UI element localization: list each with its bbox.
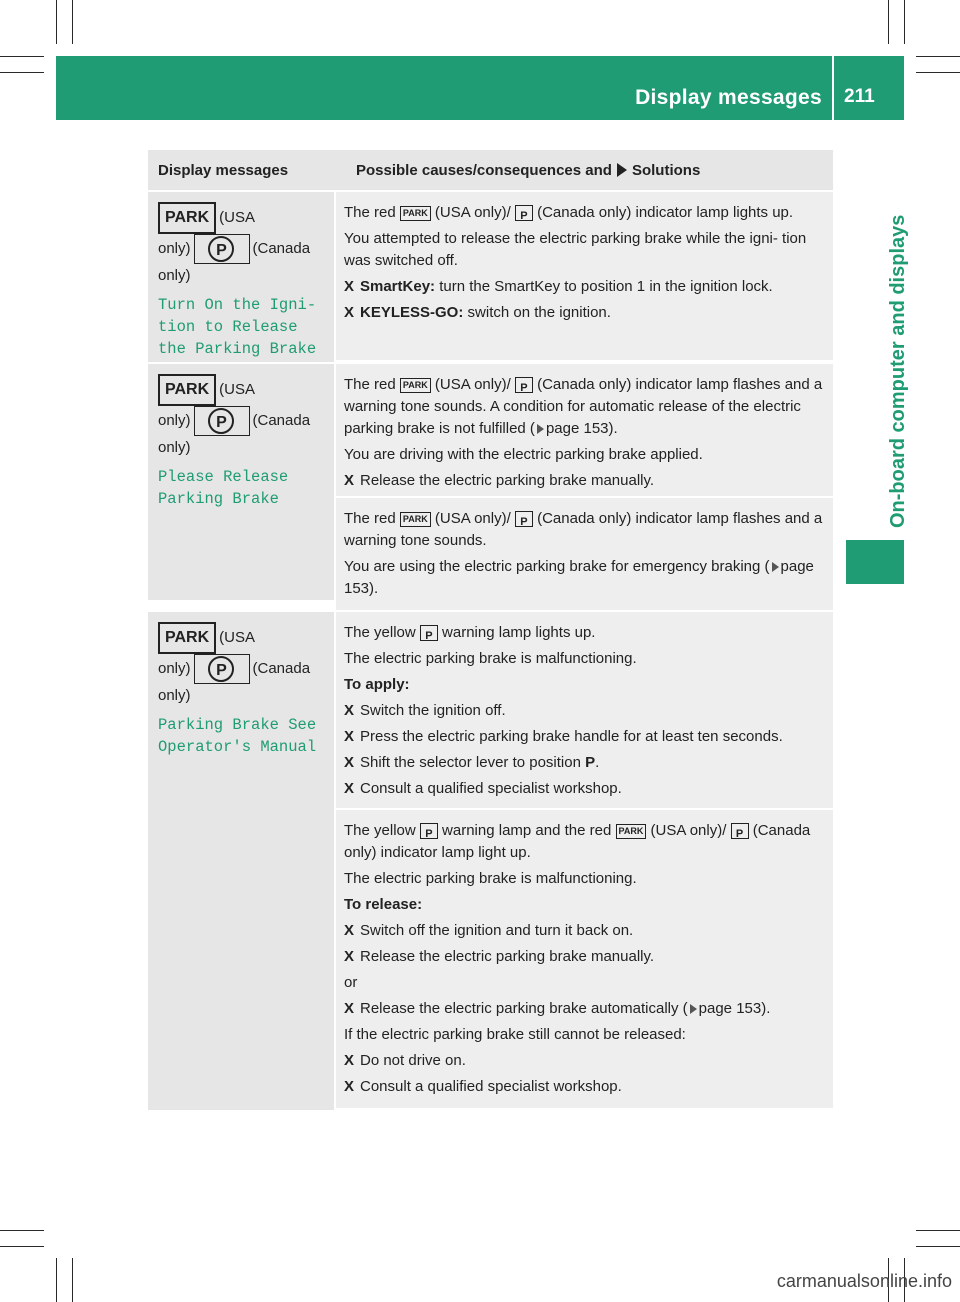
section-heading: To apply:: [344, 676, 410, 693]
display-message: Turn On the Igni‐ tion to Release the Parking Brake: [158, 296, 317, 358]
parking-brake-small-icon: [515, 377, 533, 393]
side-marker: [846, 540, 904, 584]
solution-cell: The yellow P warning lamp and the red PARK (USA only)/ P (Canada only) indicator lamp light up. The electric parking brake is malfunctioning. To release: X Switch off the ignition and turn it back on. X Release the electric parking brake manually. or X Release the electric parking brake automatically ( page 153). If the electric parking brake still cannot be released: X Do not drive on. X Consult a qualified specialist workshop.: [336, 808, 833, 1108]
canada-label: (Canada: [252, 239, 311, 257]
solution-cell: The red PARK (USA only)/ P (Canada only) indicator lamp lights up. You attempted to release the electric parking brake while the igni- tion was switched off. X SmartKey: turn the SmartKey to position 1 in the ignition lock. X KEYLESS-GO: switch on the ignition.: [336, 192, 833, 360]
page-ref-icon: [772, 562, 779, 572]
parking-brake-small-icon: [420, 823, 438, 839]
cause-text: You are driving with the electric parking brake applied.: [344, 446, 703, 463]
step-item: X Release the electric parking brake manually.: [344, 948, 655, 965]
park-small-icon: PARK: [400, 512, 431, 527]
display-message: Parking Brake See Operator's Manual: [158, 716, 317, 756]
step-item: X Do not drive on.: [344, 1052, 466, 1069]
parking-brake-small-icon: [420, 625, 438, 641]
crop-mark: [916, 1246, 960, 1247]
header-divider: [832, 56, 834, 120]
section-heading: To release:: [344, 896, 423, 913]
crop-mark: [916, 1230, 960, 1231]
crop-mark: [0, 1230, 44, 1231]
solution-cell: The red PARK (USA only)/ P (Canada only) indicator lamp flashes and a warning tone sounds. A condition for automatic release of the electric parking brake is not fulfilled ( page 153). You are driving with the electric parking brake applied. X Release the electric parking brake manually.: [336, 364, 833, 496]
usa-label: (USA: [219, 381, 255, 398]
col-causes-label: Possible causes/consequences and: [356, 161, 612, 179]
parking-brake-small-icon: [731, 823, 749, 839]
col-solutions-label: Solutions: [631, 161, 701, 179]
usa-label: (USA: [219, 629, 255, 646]
message-cell: [148, 192, 336, 362]
message-cell: [148, 612, 336, 1110]
usa-label: (USA: [219, 209, 255, 226]
step-item: X KEYLESS-GO: switch on the ignition.: [344, 304, 611, 321]
canada-label: (Canada: [252, 659, 311, 677]
crop-mark: [0, 1246, 44, 1247]
page-ref-icon: [537, 424, 544, 434]
park-icon: PARK: [158, 374, 216, 406]
park-small-icon: PARK: [616, 824, 647, 839]
page-number: 211: [844, 86, 875, 107]
step-item: X Shift the selector lever to position P.: [344, 754, 600, 771]
parking-brake-icon: P: [194, 654, 250, 684]
parking-brake-icon: P: [194, 234, 250, 264]
page-ref-icon: [690, 1004, 697, 1014]
table-row: [148, 190, 833, 362]
step-item: X Switch the ignition off.: [344, 702, 506, 719]
cause-text: You attempted to release the electric parking brake while the igni- tion was switched off.: [344, 230, 807, 269]
crop-mark: [56, 1258, 57, 1302]
crop-mark: [56, 0, 57, 44]
solution-cell: The red PARK (USA only)/ P (Canada only) indicator lamp flashes and a warning tone sounds. You are using the electric parking brake for emergency braking ( page 153).: [336, 496, 833, 610]
crop-mark: [916, 56, 960, 57]
play-arrow-icon: [617, 163, 627, 177]
side-tab-label: On-board computer and displays: [887, 214, 909, 528]
only-label: only): [158, 239, 191, 257]
crop-mark: [916, 72, 960, 73]
cause-text: The electric parking brake is malfunctioning.: [344, 870, 637, 887]
watermark: carmanualsonline.info: [776, 1271, 952, 1291]
step-item: X Release the electric parking brake automatically ( page 153).: [344, 1000, 771, 1017]
step-item: X SmartKey: turn the SmartKey to position 1 in the ignition lock.: [344, 278, 773, 295]
side-tab: [845, 170, 909, 530]
messages-table: [148, 150, 833, 1110]
table-header: [148, 150, 833, 190]
parking-brake-small-icon: [515, 511, 533, 527]
crop-mark: [0, 56, 44, 57]
only-label: only): [158, 439, 191, 456]
parking-brake-icon: P: [194, 406, 250, 436]
cause-text: The electric parking brake is malfunctioning.: [344, 650, 637, 667]
table-row: [148, 362, 833, 610]
park-small-icon: PARK: [400, 378, 431, 393]
crop-mark: [72, 0, 73, 44]
park-small-icon: PARK: [400, 206, 431, 221]
col-display-messages: Display messages: [158, 161, 289, 179]
step-item: X Release the electric parking brake manually.: [344, 472, 655, 489]
step-item: X Switch off the ignition and turn it back on.: [344, 922, 634, 939]
page-title: Display messages: [635, 86, 822, 109]
canada-label: (Canada: [252, 411, 311, 429]
col-causes: [346, 162, 700, 179]
message-cell: [148, 364, 336, 600]
table-row: [148, 610, 833, 1110]
only-label: only): [158, 411, 191, 429]
park-icon: PARK: [158, 622, 216, 654]
park-icon: PARK: [158, 202, 216, 234]
step-item: X Consult a qualified specialist workshop.: [344, 780, 622, 797]
solution-cell: The yellow P warning lamp lights up. The electric parking brake is malfunctioning. To apply: X Switch the ignition off. X Press the electric parking brake handle for at least ten seconds. X Shift the selector lever to position P. X Consult a qualified specialist workshop.: [336, 612, 833, 808]
crop-mark: [0, 72, 44, 73]
only-label: only): [158, 687, 191, 704]
step-item: X Press the electric parking brake handle for at least ten seconds.: [344, 728, 783, 745]
crop-mark: [904, 0, 905, 44]
crop-mark: [888, 0, 889, 44]
parking-brake-small-icon: [515, 205, 533, 221]
only-label: only): [158, 267, 191, 284]
crop-mark: [72, 1258, 73, 1302]
only-label: only): [158, 659, 191, 677]
display-message: Please Release Parking Brake: [158, 468, 289, 508]
cause-text: If the electric parking brake still cannot be released:: [344, 1026, 686, 1043]
or-text: or: [344, 974, 358, 991]
step-item: X Consult a qualified specialist workshop.: [344, 1078, 622, 1095]
